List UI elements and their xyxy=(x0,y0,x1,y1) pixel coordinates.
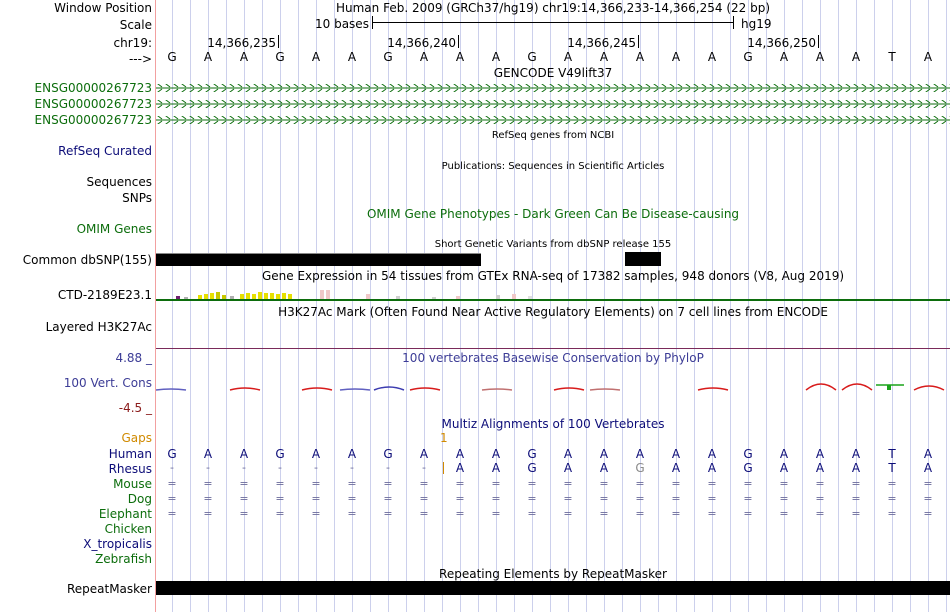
alignment-rhesus-base: G xyxy=(743,461,753,475)
alignment-mouse-base: = xyxy=(635,477,645,490)
base-letter: A xyxy=(599,50,609,64)
species-xtropicalis-label: X_tropicalis xyxy=(83,537,152,551)
alignment-mouse-base: = xyxy=(815,477,825,490)
alignment-rhesus-base: G xyxy=(527,461,537,475)
alignment-human-base: A xyxy=(419,447,429,461)
alignment-dog-base: = xyxy=(635,492,645,505)
base-letter: A xyxy=(635,50,645,64)
alignment-dog-base: = xyxy=(815,492,825,505)
scale-bar-right-end xyxy=(733,16,734,29)
gtex-baseline xyxy=(156,299,950,301)
refseq-track-title: RefSeq genes from NCBI xyxy=(491,130,615,141)
phylop-track-title: 100 vertebrates Basewise Conservation by PhyloP xyxy=(402,351,704,365)
alignment-mouse-base: = xyxy=(707,477,717,490)
repeatmasker-track-title: Repeating Elements by RepeatMasker xyxy=(439,567,667,581)
base-letter: A xyxy=(239,50,249,64)
window-position-label: Window Position xyxy=(54,1,152,15)
alignment-rhesus-base: A xyxy=(707,461,717,475)
gtex-tissue-bar xyxy=(320,290,324,299)
alignment-human-base: A xyxy=(311,447,321,461)
phylop-score-mark xyxy=(806,384,836,390)
repeatmasker-label[interactable]: RepeatMasker xyxy=(66,582,152,596)
alignment-human-base: A xyxy=(563,447,573,461)
alignment-dog-base: = xyxy=(887,492,897,505)
phylop-score-mark xyxy=(230,388,260,390)
alignment-dog-base: = xyxy=(563,492,573,505)
alignment-rhesus-base: A xyxy=(815,461,825,475)
phylop-score-mark xyxy=(698,388,728,390)
alignment-human-base: A xyxy=(599,447,609,461)
alignment-human-base: A xyxy=(815,447,825,461)
alignment-human-base: G xyxy=(527,447,537,461)
alignment-dog-base: = xyxy=(923,492,933,505)
repeatmasker-element-bar[interactable] xyxy=(156,581,950,595)
alignment-human-base: G xyxy=(275,447,285,461)
alignment-mouse-base: = xyxy=(563,477,573,490)
alignment-mouse-base: = xyxy=(419,477,429,490)
alignment-mouse-base: = xyxy=(347,477,357,490)
phylop-conservation-signal[interactable] xyxy=(156,378,950,398)
alignment-rhesus-base: A xyxy=(455,461,465,475)
scale-label: Scale xyxy=(119,18,152,32)
dbsnp-variant-bar-1[interactable] xyxy=(156,253,481,266)
scale-bar-text: 10 bases xyxy=(315,17,369,31)
alignment-rhesus-base: A xyxy=(779,461,789,475)
alignment-elephant-base: = xyxy=(167,507,177,520)
alignment-human-base: A xyxy=(239,447,249,461)
alignment-dog-base: = xyxy=(527,492,537,505)
alignment-elephant-base: = xyxy=(203,507,213,520)
coordinate-tick xyxy=(638,35,639,48)
snps-label[interactable]: SNPs xyxy=(122,191,152,205)
alignment-dog-base: = xyxy=(239,492,249,505)
coordinate-label: 14,366,235 xyxy=(207,36,276,50)
base-letter: A xyxy=(419,50,429,64)
base-letter: A xyxy=(203,50,213,64)
alignment-rhesus-base: - xyxy=(206,461,210,474)
dbsnp-track-title: Short Genetic Variants from dbSNP release 155 xyxy=(434,239,672,250)
alignment-mouse-base: = xyxy=(887,477,897,490)
alignment-mouse-base: = xyxy=(743,477,753,490)
alignment-dog-base: = xyxy=(275,492,285,505)
alignment-mouse-base: = xyxy=(383,477,393,490)
alignment-dog-base: = xyxy=(455,492,465,505)
base-letter: A xyxy=(491,50,501,64)
phylop-score-mark xyxy=(887,385,891,390)
alignment-dog-base: = xyxy=(347,492,357,505)
phylop-score-mark xyxy=(410,388,440,390)
alignment-mouse-base: = xyxy=(275,477,285,490)
phylop-score-mark xyxy=(590,389,620,390)
alignment-human-base: A xyxy=(347,447,357,461)
base-letter: A xyxy=(347,50,357,64)
h3k27ac-signal-line xyxy=(156,348,950,349)
alignment-dog-base: = xyxy=(707,492,717,505)
alignment-rhesus-base: A xyxy=(491,461,501,475)
gtex-tissue-bar xyxy=(326,290,330,299)
alignment-mouse-base: = xyxy=(779,477,789,490)
alignment-elephant-base: = xyxy=(419,507,429,520)
assembly-text: hg19 xyxy=(741,17,772,31)
alignment-human-base: A xyxy=(851,447,861,461)
alignment-dog-base: = xyxy=(311,492,321,505)
gencode-track-title: GENCODE V49lift37 xyxy=(493,66,613,80)
base-letter: T xyxy=(888,50,896,64)
alignment-rhesus-base: A xyxy=(671,461,681,475)
alignment-dog-base: = xyxy=(779,492,789,505)
base-letter: G xyxy=(743,50,753,64)
alignment-mouse-base: = xyxy=(923,477,933,490)
alignment-dog-base: = xyxy=(491,492,501,505)
coordinate-tick xyxy=(818,35,819,48)
alignment-human-base: G xyxy=(743,447,753,461)
base-letter: A xyxy=(851,50,861,64)
track-labels-panel xyxy=(0,0,156,612)
gencode-gene-label-1[interactable]: ENSG00000267723 xyxy=(34,81,152,95)
alignment-rhesus-base: - xyxy=(278,461,282,474)
alignment-rhesus-base: G xyxy=(635,461,645,475)
base-letter: G xyxy=(383,50,393,64)
conservation-min-label: -4.5 _ xyxy=(118,401,152,415)
species-zebrafish-label: Zebrafish xyxy=(95,552,152,566)
base-letter: A xyxy=(815,50,825,64)
phylop-score-mark xyxy=(156,389,186,390)
alignment-human-base: G xyxy=(383,447,393,461)
omim-genes-label[interactable]: OMIM Genes xyxy=(76,222,152,236)
species-rhesus-label: Rhesus xyxy=(108,462,152,476)
chromosome-label: chr19: xyxy=(113,36,152,50)
alignment-rhesus-base: A xyxy=(599,461,609,475)
alignment-elephant-base: = xyxy=(491,507,501,520)
alignment-elephant-base: = xyxy=(779,507,789,520)
coordinate-label: 14,366,245 xyxy=(567,36,636,50)
phylop-score-mark xyxy=(374,387,404,390)
phylop-score-mark xyxy=(302,388,332,390)
species-chicken-label: Chicken xyxy=(104,522,152,536)
gencode-gene-label-3[interactable]: ENSG00000267723 xyxy=(34,113,152,127)
alignment-mouse-base: = xyxy=(491,477,501,490)
phylop-score-mark xyxy=(554,388,584,390)
alignment-dog-base: = xyxy=(383,492,393,505)
alignment-rhesus-base: A xyxy=(923,461,933,475)
multiz-track-title: Multiz Alignments of 100 Vertebrates xyxy=(441,417,665,431)
alignment-human-base: G xyxy=(167,447,177,461)
alignment-human-base: A xyxy=(707,447,717,461)
base-letter: G xyxy=(527,50,537,64)
alignment-dog-base: = xyxy=(851,492,861,505)
h3k27ac-track-title: H3K27Ac Mark (Often Found Near Active Regulatory Elements) on 7 cell lines from ENCODE xyxy=(278,305,828,319)
alignment-mouse-base: = xyxy=(203,477,213,490)
publications-track-title: Publications: Sequences in Scientific Articles xyxy=(441,161,665,172)
coordinate-label: 14,366,250 xyxy=(747,36,816,50)
vert-cons-label[interactable]: 100 Vert. Cons xyxy=(63,376,152,390)
ctd-gene-label[interactable]: CTD-2189E23.1 xyxy=(57,288,152,302)
alignment-human-base: A xyxy=(779,447,789,461)
alignment-mouse-base: = xyxy=(671,477,681,490)
alignment-human-base: A xyxy=(491,447,501,461)
alignment-mouse-base: = xyxy=(455,477,465,490)
alignment-elephant-base: = xyxy=(527,507,537,520)
genome-browser-track-area[interactable] xyxy=(156,0,950,612)
species-mouse-label: Mouse xyxy=(113,477,152,491)
gaps-label: Gaps xyxy=(121,431,152,445)
alignment-elephant-base: = xyxy=(851,507,861,520)
alignment-human-base: A xyxy=(455,447,465,461)
alignment-rhesus-base: A xyxy=(851,461,861,475)
layered-h3k27ac-label[interactable]: Layered H3K27Ac xyxy=(45,320,152,334)
base-letter: A xyxy=(707,50,717,64)
alignment-elephant-base: = xyxy=(383,507,393,520)
gtex-tissue-bar xyxy=(258,292,262,299)
alignment-elephant-base: = xyxy=(239,507,249,520)
alignment-elephant-base: = xyxy=(311,507,321,520)
gencode-gene-label-2[interactable]: ENSG00000267723 xyxy=(34,97,152,111)
alignment-rhesus-base: - xyxy=(386,461,390,474)
phylop-score-mark xyxy=(482,389,512,390)
alignment-elephant-base: = xyxy=(707,507,717,520)
gtex-tissue-bar xyxy=(216,292,220,299)
alignment-elephant-base: = xyxy=(347,507,357,520)
alignment-human-base: A xyxy=(635,447,645,461)
gtex-track-title: Gene Expression in 54 tissues from GTEx RNA-seq of 17382 samples, 948 donors (V8, Aug 2019) xyxy=(261,269,845,283)
alignment-elephant-base: = xyxy=(275,507,285,520)
alignment-dog-base: = xyxy=(599,492,609,505)
alignment-mouse-base: = xyxy=(851,477,861,490)
alignment-elephant-base: = xyxy=(563,507,573,520)
alignment-rhesus-base: - xyxy=(242,461,246,474)
phylop-score-mark xyxy=(842,384,872,390)
alignment-human-base: T xyxy=(888,447,896,461)
dbsnp-variant-bar-2[interactable] xyxy=(625,252,661,266)
alignment-human-base: A xyxy=(671,447,681,461)
alignment-elephant-base: = xyxy=(887,507,897,520)
window-position-text: Human Feb. 2009 (GRCh37/hg19) chr19:14,366,233-14,366,254 (22 bp) xyxy=(335,1,770,15)
alignment-elephant-base: = xyxy=(635,507,645,520)
base-letter: A xyxy=(455,50,465,64)
alignment-rhesus-base: T xyxy=(888,461,896,475)
alignment-elephant-base: = xyxy=(923,507,933,520)
alignment-human-base: A xyxy=(203,447,213,461)
alignment-dog-base: = xyxy=(743,492,753,505)
refseq-curated-label[interactable]: RefSeq Curated xyxy=(58,144,152,158)
alignment-mouse-base: = xyxy=(599,477,609,490)
alignment-mouse-base: = xyxy=(311,477,321,490)
sequences-label[interactable]: Sequences xyxy=(86,175,152,189)
base-letter: G xyxy=(275,50,285,64)
alignment-dog-base: = xyxy=(203,492,213,505)
alignment-dog-base: = xyxy=(671,492,681,505)
alignment-elephant-base: = xyxy=(599,507,609,520)
base-letter: A xyxy=(671,50,681,64)
conservation-max-label: 4.88 _ xyxy=(115,351,152,365)
common-dbsnp-label[interactable]: Common dbSNP(155) xyxy=(22,253,152,267)
alignment-human-base: A xyxy=(923,447,933,461)
alignment-mouse-base: = xyxy=(239,477,249,490)
alignment-elephant-base: = xyxy=(743,507,753,520)
alignment-rhesus-base: - xyxy=(314,461,318,474)
species-human-label: Human xyxy=(108,447,152,461)
alignment-rhesus-base: - xyxy=(422,461,426,474)
alignment-rhesus-base: A xyxy=(563,461,573,475)
coordinate-tick xyxy=(458,35,459,48)
alignment-elephant-base: = xyxy=(815,507,825,520)
species-dog-label: Dog xyxy=(127,492,152,506)
coordinate-tick xyxy=(278,35,279,48)
scale-bar-line xyxy=(372,22,734,23)
base-letter: A xyxy=(311,50,321,64)
omim-track-title: OMIM Gene Phenotypes - Dark Green Can Be Disease-causing xyxy=(366,207,740,221)
base-letter: A xyxy=(779,50,789,64)
gencode-gene-lines[interactable] xyxy=(156,80,950,128)
alignment-dog-base: = xyxy=(167,492,177,505)
alignment-elephant-base: = xyxy=(671,507,681,520)
base-letter: A xyxy=(563,50,573,64)
phylop-score-mark xyxy=(340,389,370,390)
alignment-elephant-base: = xyxy=(455,507,465,520)
strand-arrow-label: ---> xyxy=(128,52,152,66)
coordinate-label: 14,366,240 xyxy=(387,36,456,50)
base-letter: A xyxy=(923,50,933,64)
alignment-dog-base: = xyxy=(419,492,429,505)
alignment-mouse-base: = xyxy=(527,477,537,490)
species-elephant-label: Elephant xyxy=(98,507,152,521)
alignment-mouse-base: = xyxy=(167,477,177,490)
alignment-rhesus-base: - xyxy=(170,461,174,474)
alignment-rhesus-base: - xyxy=(350,461,354,474)
phylop-score-mark xyxy=(914,386,944,390)
base-letter: G xyxy=(167,50,177,64)
gap-count-marker: 1 xyxy=(440,431,448,445)
